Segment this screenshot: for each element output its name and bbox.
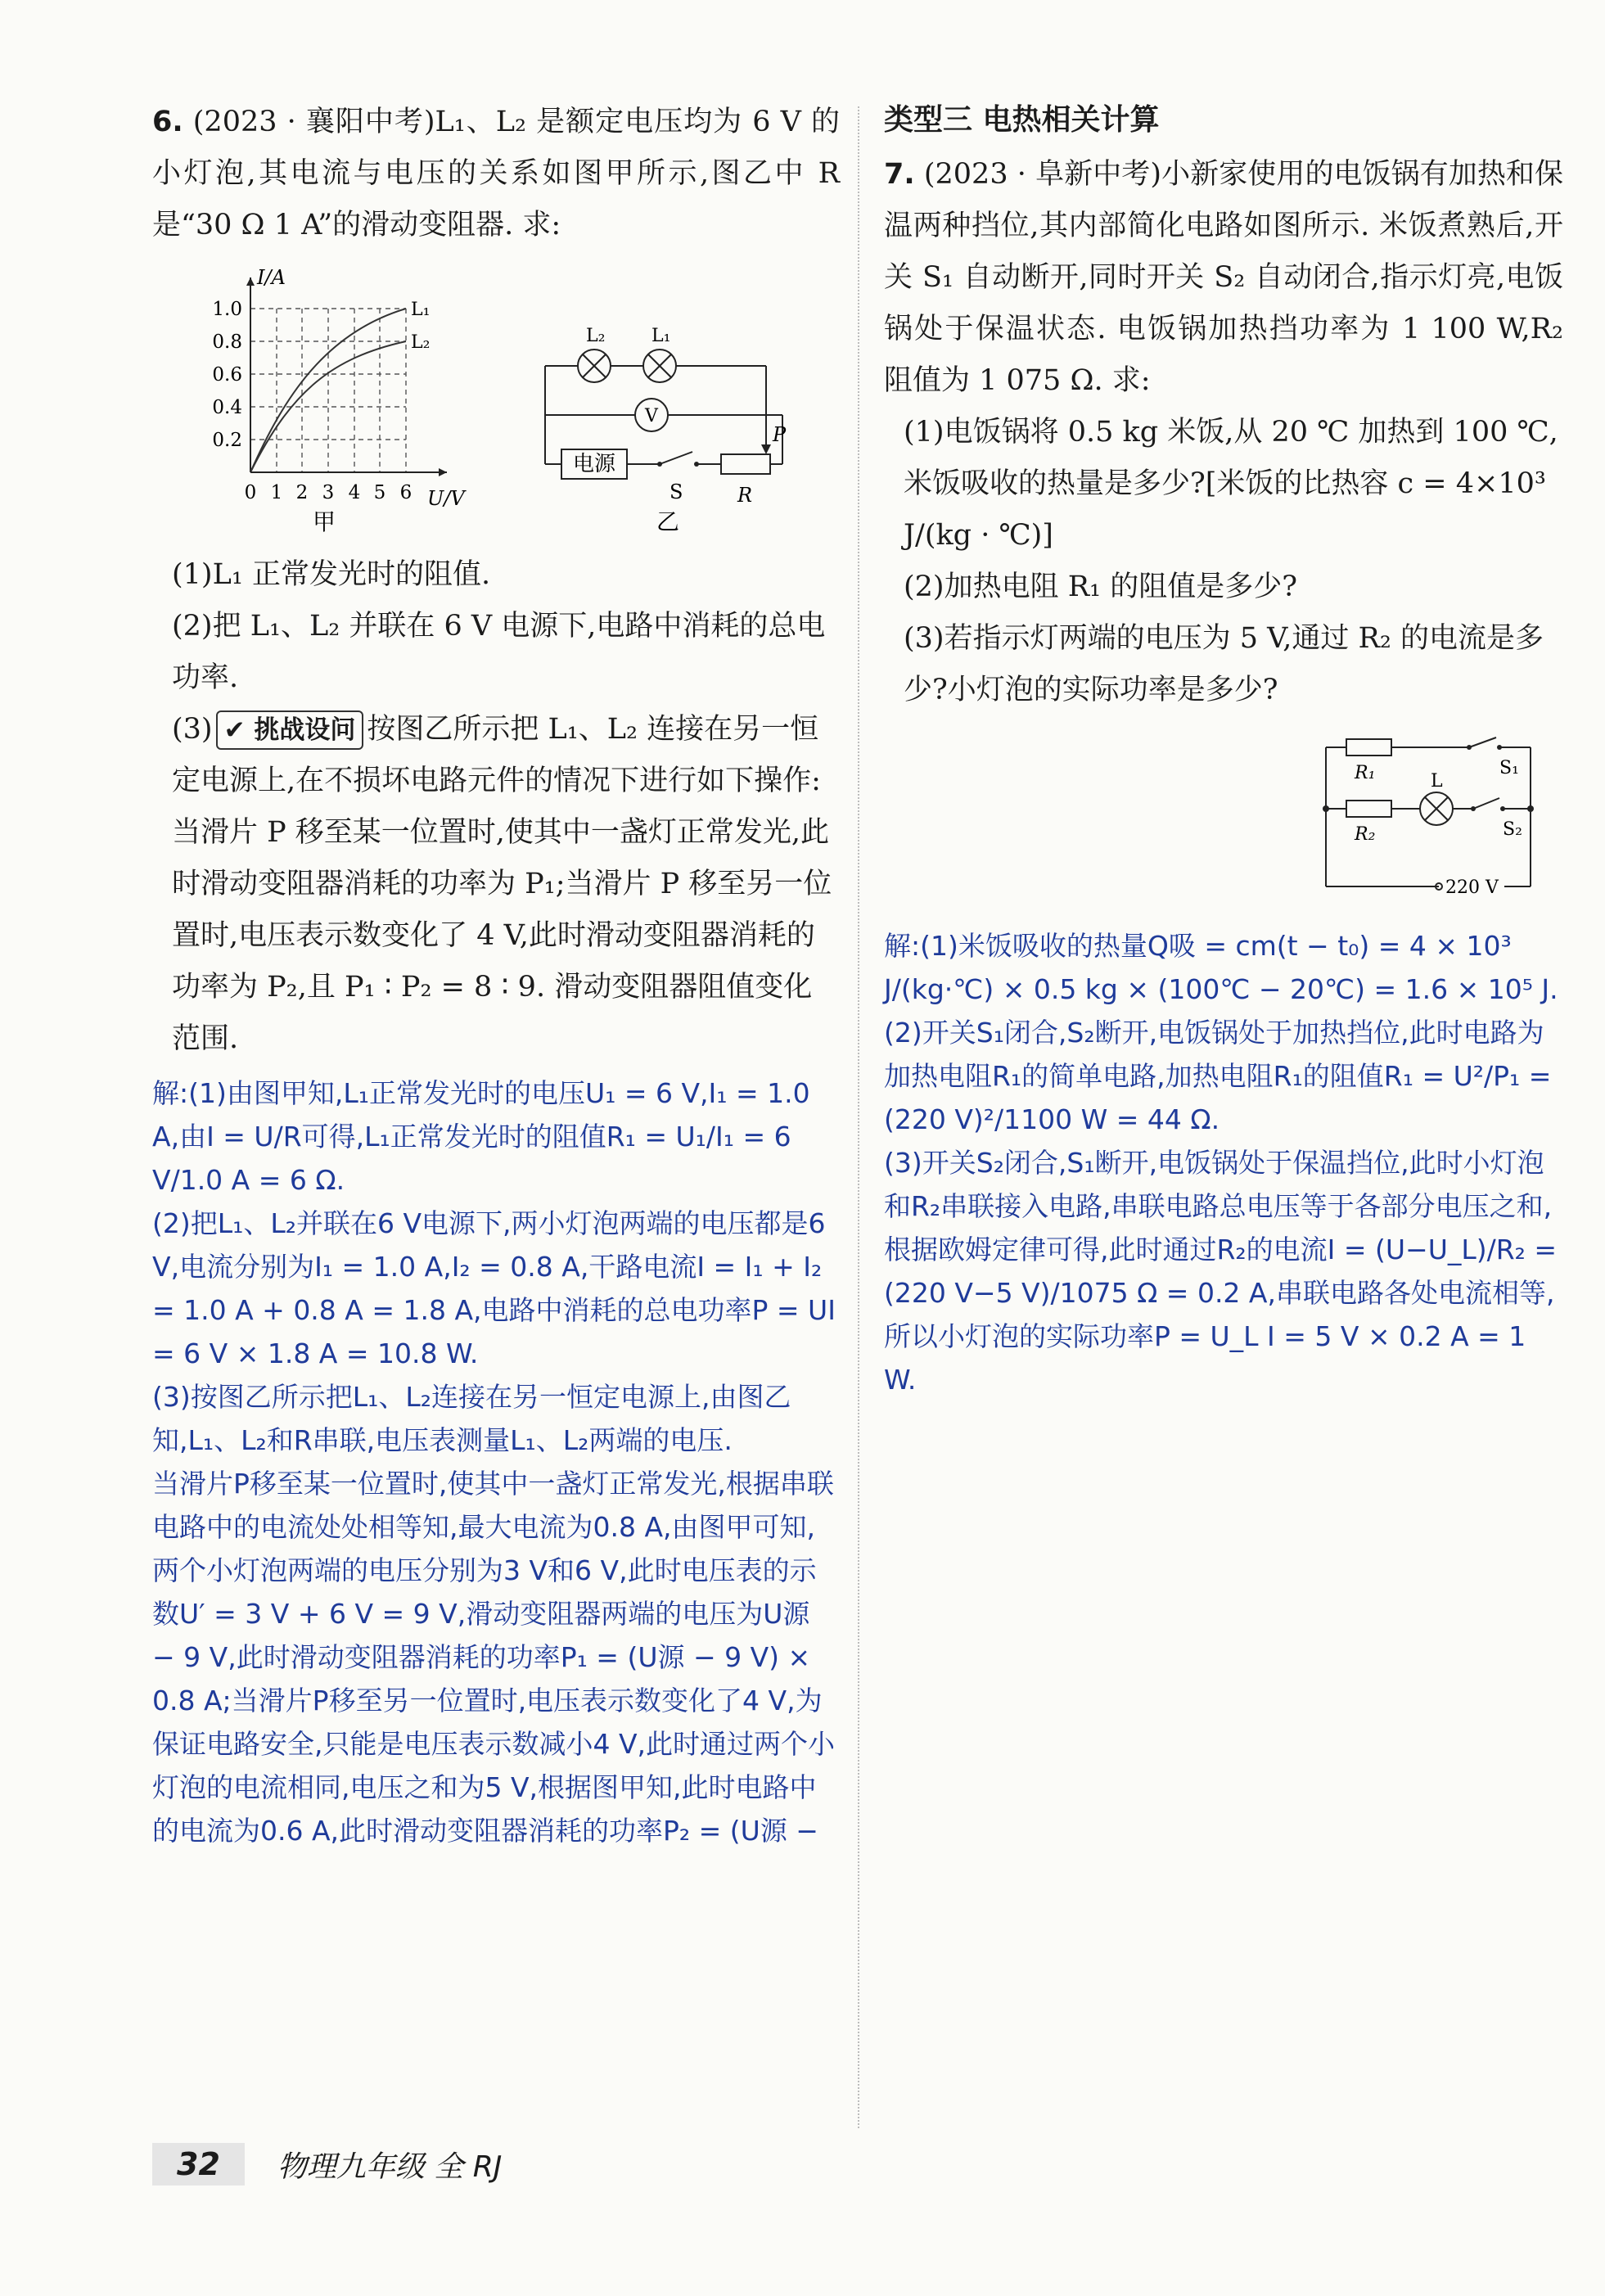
q7-answer-1: 解:(1)米饭吸收的热量Q吸 = cm(t − t₀) = 4 × 10³ J/(kg·℃) × 0.5 kg × (100℃ − 20℃) = 1.6 × 10⁵ J. — [884, 930, 1558, 1005]
voltmeter-label: V — [645, 406, 658, 426]
x-tick: 0 — [244, 482, 257, 503]
q7-sub1: (1)电饭锅将 0.5 kg 米饭,从 20 ℃ 加热到 100 ℃,米饭吸收的热量是多少?[米饭的比热容 c = 4×10³ J/(kg · ℃)] — [904, 416, 1558, 552]
q7-answer — [884, 924, 1563, 1401]
switch-label: S — [670, 480, 683, 503]
q6-answer-3a: (3)按图乙所示把L₁、L₂连接在另一恒定电源上,由图乙知,L₁、L₂和R串联,电压表测量L₁、L₂两端的电压. — [152, 1381, 791, 1456]
q6-answer — [152, 1071, 840, 1852]
question-6-number: 6. — [152, 106, 183, 138]
left-column — [152, 97, 840, 1852]
figure-caption-jia: 甲 — [312, 508, 336, 535]
rice-cooker-circuit — [1310, 723, 1547, 911]
page-footer — [152, 2143, 502, 2185]
question-7-text: (2023 · 阜新中考)小新家使用的电饭锅有加热和保温两种挡位,其内部简化电路如图所示. 米饭煮熟后,开关 S₁ 自动断开,同时开关 S₂ 自动闭合,指示灯亮,电饭锅处于保温状态. 电饭锅加热挡功率为 1 100 W,R₂ 阻值为 1 075 Ω. 求: — [884, 158, 1563, 397]
q6-sub3-prefix: (3) — [172, 713, 213, 746]
right-column — [884, 97, 1563, 1401]
page-number: 32 — [152, 2143, 245, 2185]
circuit-lamp-l2: L₂ — [586, 326, 606, 346]
y-tick: 0.6 — [212, 364, 242, 386]
x-tick: 6 — [399, 482, 413, 503]
book-title: 物理九年级 全 RJ — [277, 2149, 503, 2184]
x-tick: 2 — [295, 482, 309, 503]
slider-label: P — [773, 423, 787, 446]
r1-label: R₁ — [1355, 763, 1376, 783]
y-tick: 0.2 — [212, 430, 242, 451]
q7-sub3: (3)若指示灯两端的电压为 5 V,通过 R₂ 的电流是多少?小灯泡的实际功率是多少? — [904, 622, 1544, 706]
y-tick: 1.0 — [212, 299, 242, 320]
question-6-figures — [185, 259, 840, 541]
q7-answer-3: (3)开关S₂闭合,S₁断开,电饭锅处于保温挡位,此时小灯泡和R₂串联接入电路,串联电路总电压等于各部分电压之和,根据欧姆定律可得,此时通过R₂的电流I = (U−U_L)/R₂ = (220 V−5 V)/1075 Ω = 0.2 A,串联电路各处电流相等,所以小灯泡的实际功率P = U_L I = 5 V × 0.2 A = 1 W. — [884, 1147, 1558, 1396]
question-6 — [152, 97, 840, 251]
label-l2: L₂ — [411, 332, 431, 353]
question-7 — [884, 149, 1563, 407]
x-axis-label: U/V — [427, 487, 465, 510]
figure-caption-yi: 乙 — [656, 508, 680, 535]
section-title: 类型三 电热相关计算 — [884, 103, 1160, 137]
s2-label: S₂ — [1503, 819, 1522, 840]
power-source-label: 电源 — [572, 452, 616, 476]
question-7-number: 7. — [884, 158, 915, 191]
voltage-label: 220 V — [1445, 877, 1499, 898]
figure-yi — [529, 259, 799, 541]
x-tick: 1 — [270, 482, 283, 503]
x-tick: 3 — [322, 482, 335, 503]
challenge-badge: ✔ 挑战设问 — [216, 710, 364, 750]
q6-sub2: (2)把 L₁、L₂ 并联在 6 V 电源下,电路中消耗的总电功率. — [172, 610, 826, 694]
y-axis-label: I/A — [257, 266, 286, 289]
figure-jia — [185, 259, 496, 541]
label-l1: L₁ — [411, 300, 431, 320]
x-tick: 4 — [348, 482, 361, 503]
q7-sub2: (2)加热电阻 R₁ 的阻值是多少? — [904, 571, 1297, 603]
q6-sub1: (1)L₁ 正常发光时的阻值. — [172, 558, 491, 591]
q6-answer-2: (2)把L₁、L₂并联在6 V电源下,两小灯泡两端的电压都是6 V,电流分别为I₁ = 1.0 A,I₂ = 0.8 A,干路电流I = I₁ + I₂ = 1.0 A + 0.8 A = 1.8 A,电路中消耗的总电功率P = UI = 6 V × 1.8 A = 10.8 W. — [152, 1207, 836, 1369]
r2-label: R₂ — [1355, 824, 1376, 845]
rheostat-label: R — [737, 484, 753, 507]
q6-answer-3b: 当滑片P移至某一位置时,使其中一盏灯正常发光,根据串联电路中的电流处处相等知,最大电流为0.8 A,由图甲可知,两个小灯泡两端的电压分别为3 V和6 V,此时电压表的示数U′ = 3 V + 6 V = 9 V,滑动变阻器两端的电压为U源 − 9 V,此时滑动变阻器消耗的功率P₁ = (U源 − 9 V) × 0.8 A;当滑片P移至另一位置时,电压表示数变化了4 V,为保证电路安全,只能是电压表示数减小4 V,此时通过两个小灯泡的电流相同,电压之和为5 V,根据图甲知,此时电路中的电流为0.6 A,此时滑动变阻器消耗的功率P₂ = (U源 − — [152, 1468, 836, 1847]
q7-answer-2: (2)开关S₁闭合,S₂断开,电饭锅处于加热挡位,此时电路为加热电阻R₁的简单电路,加热电阻R₁的阻值R₁ = U²/P₁ = (220 V)²/1100 W = 44 Ω. — [884, 1017, 1552, 1135]
question-6-text: (2023 · 襄阳中考)L₁、L₂ 是额定电压均为 6 V 的小灯泡,其电流与电压的关系如图甲所示,图乙中 R 是“30 Ω 1 A”的滑动变阻器. 求: — [152, 106, 840, 241]
y-tick: 0.4 — [212, 397, 242, 418]
q6-sub3-text: 按图乙所示把 L₁、L₂ 连接在另一恒定电源上,在不损坏电路元件的情况下进行如下操作:当滑片 P 移至某一位置时,使其中一盏灯正常发光,此时滑动变阻器消耗的功率为 P₁;当滑片 P 移至另一位置时,电压表示数变化了 4 V,此时滑动变阻器消耗的功率为 P₂,且 P₁ ∶ P₂ = 8 ∶ 9. 滑动变阻器阻值变化范围. — [172, 713, 832, 1055]
iu-graph — [185, 259, 496, 538]
q6-sub3 — [152, 704, 840, 1065]
series-circuit — [529, 259, 799, 538]
q6-answer-1: 解:(1)由图甲知,L₁正常发光时的电压U₁ = 6 V,I₁ = 1.0 A,由I = U/R可得,L₁正常发光时的阻值R₁ = U₁/I₁ = 6 V/1.0 A = 6 Ω. — [152, 1077, 810, 1196]
x-tick: 5 — [373, 482, 386, 503]
column-divider — [858, 106, 859, 2128]
lamp-label: L — [1431, 771, 1443, 792]
circuit-lamp-l1: L₁ — [651, 326, 671, 346]
q7-figure — [884, 723, 1547, 911]
y-tick: 0.8 — [212, 332, 242, 353]
s1-label: S₁ — [1499, 758, 1519, 778]
